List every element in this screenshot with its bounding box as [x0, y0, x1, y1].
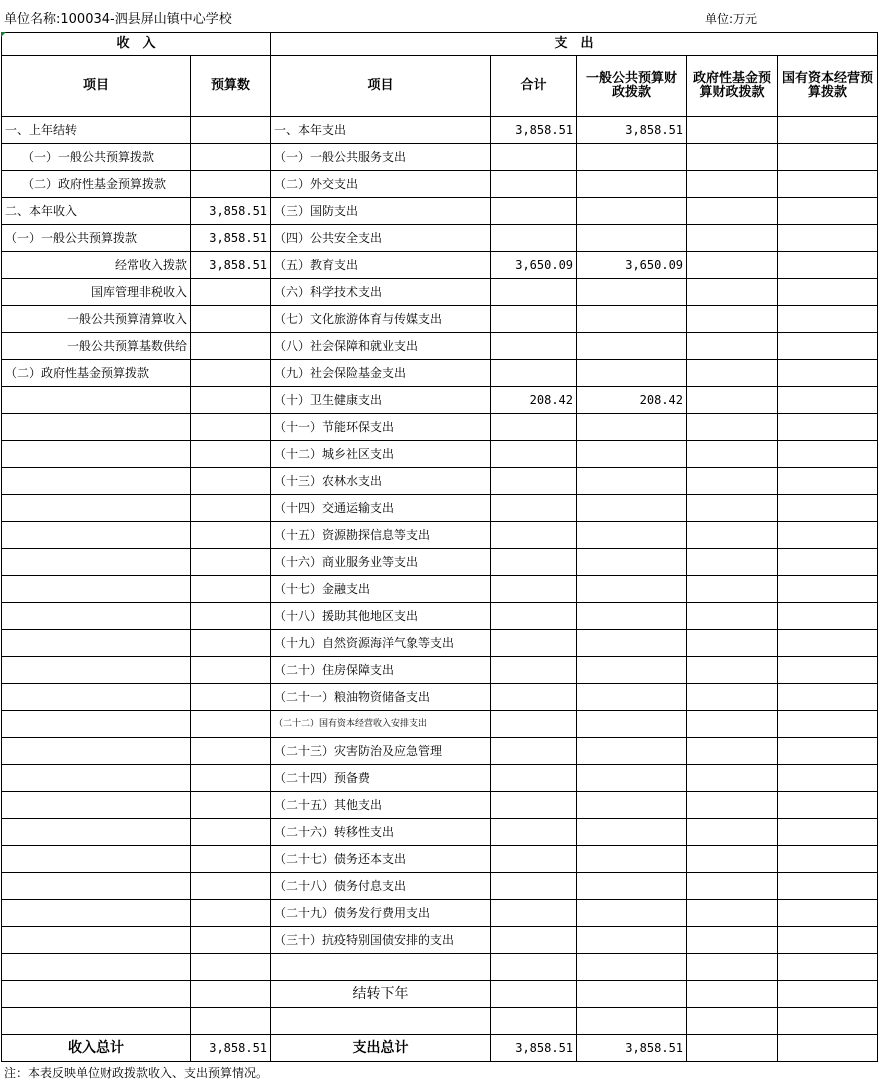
expense-fund-cell: [687, 738, 778, 765]
income-item-cell: [2, 1008, 191, 1035]
expense-total-value: 3,858.51: [491, 1035, 577, 1062]
income-item-cell: 经常收入拨款: [2, 252, 191, 279]
income-budget-cell: [191, 819, 271, 846]
expense-fund-cell: [687, 495, 778, 522]
expense-item-cell: （二十六）转移性支出: [271, 819, 491, 846]
col-expense-item: 项目: [271, 56, 491, 117]
expense-item-cell: （七）文化旅游体育与传媒支出: [271, 306, 491, 333]
income-item-cell: 二、本年收入: [2, 198, 191, 225]
col-expense-state: 国有资本经营预算拨款: [778, 56, 878, 117]
expense-state-cell: [778, 387, 878, 414]
table-row: [2, 522, 878, 549]
expense-general-cell: [577, 144, 687, 171]
expense-total-cell: [491, 657, 577, 684]
table-row: [2, 279, 878, 306]
income-group-header: 收 入: [2, 33, 271, 56]
expense-item-cell: （十二）城乡社区支出: [271, 441, 491, 468]
expense-item-cell: （三十）抗疫特别国债安排的支出: [271, 927, 491, 954]
expense-total-cell: 208.42: [491, 387, 577, 414]
expense-fund-cell: [687, 981, 778, 1008]
income-budget-cell: [191, 765, 271, 792]
expense-total-cell: [491, 603, 577, 630]
income-budget-cell: [191, 873, 271, 900]
income-budget-cell: [191, 684, 271, 711]
income-item-cell: [2, 765, 191, 792]
table-row: [2, 873, 878, 900]
income-item-cell: [2, 549, 191, 576]
expense-general-cell: [577, 1008, 687, 1035]
expense-item-cell: （十六）商业服务业等支出: [271, 549, 491, 576]
table-row: [2, 360, 878, 387]
table-row: [2, 225, 878, 252]
income-item-cell: [2, 711, 191, 738]
table-row: [2, 144, 878, 171]
expense-item-cell: （二十三）灾害防治及应急管理: [271, 738, 491, 765]
income-item-cell: [2, 468, 191, 495]
income-item-cell: [2, 522, 191, 549]
expense-item-cell: （四）公共安全支出: [271, 225, 491, 252]
expense-general-cell: [577, 900, 687, 927]
expense-general-cell: [577, 738, 687, 765]
income-total-value: 3,858.51: [191, 1035, 271, 1062]
income-budget-cell: [191, 792, 271, 819]
table-row: [2, 792, 878, 819]
expense-state-cell: [778, 333, 878, 360]
expense-fund-cell: [687, 657, 778, 684]
table-row: [2, 387, 878, 414]
expense-state-cell: [778, 1008, 878, 1035]
expense-total-cell: [491, 900, 577, 927]
income-item-cell: [2, 792, 191, 819]
expense-fund-cell: [687, 252, 778, 279]
table-row: [2, 981, 878, 1008]
expense-fund-cell: [687, 576, 778, 603]
expense-general-cell: [577, 630, 687, 657]
expense-fund-cell: [687, 873, 778, 900]
table-row: [2, 468, 878, 495]
expense-state-cell: [778, 819, 878, 846]
expense-general-cell: [577, 333, 687, 360]
expense-general-cell: [577, 981, 687, 1008]
expense-total-cell: [491, 414, 577, 441]
expense-total-cell: [491, 954, 577, 981]
expense-total-cell: [491, 441, 577, 468]
expense-state-cell: [778, 711, 878, 738]
expense-general-cell: [577, 873, 687, 900]
expense-general-cell: [577, 306, 687, 333]
expense-state-cell: [778, 171, 878, 198]
expense-general-cell: [577, 819, 687, 846]
table-row: [2, 171, 878, 198]
expense-item-cell: （三）国防支出: [271, 198, 491, 225]
table-row: [2, 117, 878, 144]
expense-item-cell: （十八）援助其他地区支出: [271, 603, 491, 630]
expense-total-cell: [491, 792, 577, 819]
expense-item-cell: （二十二）国有资本经营收入安排支出: [271, 711, 491, 738]
expense-general-cell: [577, 657, 687, 684]
expense-total-cell: [491, 927, 577, 954]
expense-general-cell: [577, 549, 687, 576]
income-budget-cell: [191, 387, 271, 414]
expense-state-cell: [778, 360, 878, 387]
expense-item-cell: （六）科学技术支出: [271, 279, 491, 306]
income-budget-cell: [191, 927, 271, 954]
income-budget-cell: [191, 954, 271, 981]
income-item-cell: [2, 738, 191, 765]
income-budget-cell: [191, 117, 271, 144]
expense-total-cell: 3,650.09: [491, 252, 577, 279]
expense-general-cell: [577, 684, 687, 711]
expense-state-cell: [778, 603, 878, 630]
expense-fund-cell: [687, 846, 778, 873]
expense-general-cell: [577, 954, 687, 981]
expense-fund-cell: [687, 603, 778, 630]
table-row: [2, 252, 878, 279]
expense-fund-cell: [687, 171, 778, 198]
table-row: [2, 306, 878, 333]
income-budget-cell: [191, 900, 271, 927]
expense-general-cell: [577, 198, 687, 225]
expense-state-cell: [778, 873, 878, 900]
table-row: [2, 576, 878, 603]
table-row: [2, 765, 878, 792]
expense-general-cell: [577, 576, 687, 603]
income-budget-cell: [191, 1008, 271, 1035]
expense-state-cell: [778, 198, 878, 225]
income-item-cell: （二）政府性基金预算拨款: [2, 171, 191, 198]
table-row: [2, 900, 878, 927]
totals-row: [2, 1035, 878, 1062]
income-item-cell: [2, 873, 191, 900]
income-budget-cell: [191, 171, 271, 198]
expense-fund-cell: [687, 117, 778, 144]
expense-fund-cell: [687, 549, 778, 576]
expense-state-cell: [778, 306, 878, 333]
income-budget-cell: [191, 549, 271, 576]
income-item-cell: 一、上年结转: [2, 117, 191, 144]
income-total-label: 收入总计: [2, 1035, 191, 1062]
expense-general-cell: [577, 468, 687, 495]
expense-total-cell: [491, 738, 577, 765]
table-row: [2, 819, 878, 846]
table-row: [2, 954, 878, 981]
table-row: [2, 630, 878, 657]
expense-state-cell: [778, 549, 878, 576]
income-item-cell: 国库管理非税收入: [2, 279, 191, 306]
expense-total-cell: [491, 522, 577, 549]
expense-general-cell: [577, 522, 687, 549]
income-item-cell: （二）政府性基金预算拨款: [2, 360, 191, 387]
income-budget-cell: [191, 711, 271, 738]
expense-state-cell: [778, 684, 878, 711]
income-item-cell: [2, 603, 191, 630]
expense-fund-cell: [687, 333, 778, 360]
expense-item-cell: （二十八）债务付息支出: [271, 873, 491, 900]
income-item-cell: 一般公共预算清算收入: [2, 306, 191, 333]
expense-total-cell: [491, 171, 577, 198]
expense-total-cell: [491, 495, 577, 522]
expense-state-cell: [778, 441, 878, 468]
income-budget-cell: [191, 603, 271, 630]
income-budget-cell: [191, 360, 271, 387]
expense-total-cell: [491, 630, 577, 657]
expense-state-cell: [778, 144, 878, 171]
expense-total-cell: [491, 225, 577, 252]
income-budget-cell: [191, 738, 271, 765]
expense-fund-cell: [687, 900, 778, 927]
expense-item-cell: 结转下年: [271, 981, 491, 1008]
income-budget-cell: [191, 279, 271, 306]
income-item-cell: [2, 927, 191, 954]
expense-general-cell: [577, 360, 687, 387]
table-row: [2, 495, 878, 522]
expense-item-cell: （十四）交通运输支出: [271, 495, 491, 522]
expense-general-cell: 3,650.09: [577, 252, 687, 279]
expense-general-cell: [577, 279, 687, 306]
expense-fund-cell: [687, 414, 778, 441]
expense-item-cell: （九）社会保险基金支出: [271, 360, 491, 387]
expense-general-cell: [577, 603, 687, 630]
table-row: [2, 684, 878, 711]
expense-general-cell: [577, 711, 687, 738]
expense-general-cell: [577, 414, 687, 441]
expense-fund-cell: [687, 819, 778, 846]
unit-name: 单位名称:100034-泗县屏山镇中心学校: [4, 12, 232, 27]
expense-total-cell: [491, 981, 577, 1008]
footnote: 注：本表反映单位财政拨款收入、支出预算情况。: [4, 1066, 269, 1080]
expense-item-cell: （十五）资源勘探信息等支出: [271, 522, 491, 549]
income-item-cell: [2, 495, 191, 522]
expense-general-cell: [577, 792, 687, 819]
expense-state-cell: [778, 522, 878, 549]
income-budget-cell: [191, 414, 271, 441]
expense-fund-cell: [687, 765, 778, 792]
expense-item-cell: （八）社会保障和就业支出: [271, 333, 491, 360]
expense-item-cell: （二十一）粮油物资储备支出: [271, 684, 491, 711]
expense-item-cell: （十九）自然资源海洋气象等支出: [271, 630, 491, 657]
expense-general-cell: 3,858.51: [577, 117, 687, 144]
expense-fund-cell: [687, 279, 778, 306]
expense-item-cell: [271, 1008, 491, 1035]
income-item-cell: [2, 900, 191, 927]
table-row: [2, 1008, 878, 1035]
expense-item-cell: （二）外交支出: [271, 171, 491, 198]
income-budget-cell: [191, 522, 271, 549]
income-item-cell: [2, 819, 191, 846]
income-budget-cell: [191, 306, 271, 333]
income-budget-cell: 3,858.51: [191, 198, 271, 225]
expense-state-cell: [778, 225, 878, 252]
expense-item-cell: （十）卫生健康支出: [271, 387, 491, 414]
expense-item-cell: （二十）住房保障支出: [271, 657, 491, 684]
expense-state-cell: [778, 495, 878, 522]
table-row: [2, 333, 878, 360]
table-row: [2, 711, 878, 738]
income-budget-cell: [191, 576, 271, 603]
expense-fund-cell: [687, 522, 778, 549]
income-item-cell: [2, 657, 191, 684]
unit-measure: 单位:万元: [705, 12, 758, 26]
expense-total-cell: [491, 819, 577, 846]
table-row: [2, 198, 878, 225]
income-budget-cell: [191, 981, 271, 1008]
col-expense-fund: 政府性基金预算财政拨款: [687, 56, 778, 117]
expense-total-cell: [491, 576, 577, 603]
income-budget-cell: [191, 333, 271, 360]
expense-item-cell: （二十四）预备费: [271, 765, 491, 792]
expense-general-cell: [577, 225, 687, 252]
expense-general-cell: [577, 927, 687, 954]
expense-general-cell: [577, 846, 687, 873]
income-item-cell: [2, 981, 191, 1008]
income-budget-cell: [191, 630, 271, 657]
income-budget-cell: [191, 441, 271, 468]
income-item-cell: [2, 630, 191, 657]
table-row: [2, 657, 878, 684]
expense-general-cell: [577, 495, 687, 522]
expense-fund-cell: [687, 306, 778, 333]
income-item-cell: （一）一般公共预算拨款: [2, 144, 191, 171]
expense-fund-cell: [687, 792, 778, 819]
expense-item-cell: （十一）节能环保支出: [271, 414, 491, 441]
income-budget-cell: [191, 657, 271, 684]
expense-item-cell: （一）一般公共服务支出: [271, 144, 491, 171]
expense-state-total: [778, 1035, 878, 1062]
col-income-item: 项目: [2, 56, 191, 117]
expense-state-cell: [778, 792, 878, 819]
income-item-cell: 一般公共预算基数供给: [2, 333, 191, 360]
expense-state-cell: [778, 981, 878, 1008]
expense-total-cell: [491, 549, 577, 576]
income-budget-cell: [191, 144, 271, 171]
income-item-cell: [2, 387, 191, 414]
expense-total-cell: [491, 144, 577, 171]
expense-state-cell: [778, 900, 878, 927]
expense-total-cell: [491, 198, 577, 225]
income-item-cell: [2, 414, 191, 441]
expense-fund-cell: [687, 198, 778, 225]
expense-total-cell: [491, 279, 577, 306]
expense-fund-cell: [687, 630, 778, 657]
expense-general-cell: 208.42: [577, 387, 687, 414]
expense-state-cell: [778, 117, 878, 144]
expense-state-cell: [778, 846, 878, 873]
expense-state-cell: [778, 279, 878, 306]
expense-general-cell: [577, 765, 687, 792]
expense-fund-cell: [687, 225, 778, 252]
income-budget-cell: 3,858.51: [191, 225, 271, 252]
expense-item-cell: （二十七）债务还本支出: [271, 846, 491, 873]
expense-fund-cell: [687, 954, 778, 981]
expense-total-cell: [491, 468, 577, 495]
cell-marker: [1, 32, 6, 37]
expense-total-cell: [491, 846, 577, 873]
expense-total-cell: [491, 1008, 577, 1035]
expense-total-cell: 3,858.51: [491, 117, 577, 144]
group-header-row: [2, 33, 878, 56]
income-item-cell: [2, 441, 191, 468]
expense-item-cell: [271, 954, 491, 981]
table-row: [2, 927, 878, 954]
expense-total-label: 支出总计: [271, 1035, 491, 1062]
expense-state-cell: [778, 954, 878, 981]
expense-group-header: 支 出: [271, 33, 878, 56]
expense-general-cell: [577, 441, 687, 468]
expense-general-total-value: 3,858.51: [577, 1035, 687, 1062]
income-item-cell: [2, 954, 191, 981]
income-item-cell: [2, 846, 191, 873]
table-row: [2, 603, 878, 630]
table-body: [2, 33, 878, 1062]
column-header-row: [2, 56, 878, 117]
budget-table: [1, 32, 878, 1062]
expense-state-cell: [778, 576, 878, 603]
income-item-cell: [2, 684, 191, 711]
table-row: [2, 549, 878, 576]
expense-state-cell: [778, 414, 878, 441]
income-budget-cell: [191, 495, 271, 522]
col-expense-total: 合计: [491, 56, 577, 117]
table-row: [2, 441, 878, 468]
expense-fund-total: [687, 1035, 778, 1062]
col-expense-general: 一般公共预算财政拨款: [577, 56, 687, 117]
expense-item-cell: （十七）金融支出: [271, 576, 491, 603]
expense-total-cell: [491, 360, 577, 387]
expense-fund-cell: [687, 441, 778, 468]
expense-state-cell: [778, 765, 878, 792]
expense-fund-cell: [687, 144, 778, 171]
expense-state-cell: [778, 252, 878, 279]
table-row: [2, 414, 878, 441]
income-item-cell: [2, 576, 191, 603]
expense-item-cell: （十三）农林水支出: [271, 468, 491, 495]
expense-item-cell: （二十五）其他支出: [271, 792, 491, 819]
expense-item-cell: 一、本年支出: [271, 117, 491, 144]
expense-fund-cell: [687, 1008, 778, 1035]
expense-total-cell: [491, 873, 577, 900]
expense-item-cell: （二十九）债务发行费用支出: [271, 900, 491, 927]
expense-total-cell: [491, 306, 577, 333]
expense-fund-cell: [687, 468, 778, 495]
expense-general-cell: [577, 171, 687, 198]
expense-fund-cell: [687, 387, 778, 414]
expense-state-cell: [778, 927, 878, 954]
expense-total-cell: [491, 333, 577, 360]
expense-fund-cell: [687, 360, 778, 387]
col-income-budget: 预算数: [191, 56, 271, 117]
expense-state-cell: [778, 657, 878, 684]
expense-fund-cell: [687, 711, 778, 738]
income-item-cell: （一）一般公共预算拨款: [2, 225, 191, 252]
expense-total-cell: [491, 711, 577, 738]
expense-total-cell: [491, 684, 577, 711]
income-budget-cell: 3,858.51: [191, 252, 271, 279]
expense-state-cell: [778, 630, 878, 657]
expense-fund-cell: [687, 684, 778, 711]
expense-item-cell: （五）教育支出: [271, 252, 491, 279]
expense-total-cell: [491, 765, 577, 792]
income-budget-cell: [191, 846, 271, 873]
expense-state-cell: [778, 468, 878, 495]
income-budget-cell: [191, 468, 271, 495]
expense-fund-cell: [687, 927, 778, 954]
table-row: [2, 846, 878, 873]
expense-state-cell: [778, 738, 878, 765]
table-row: [2, 738, 878, 765]
